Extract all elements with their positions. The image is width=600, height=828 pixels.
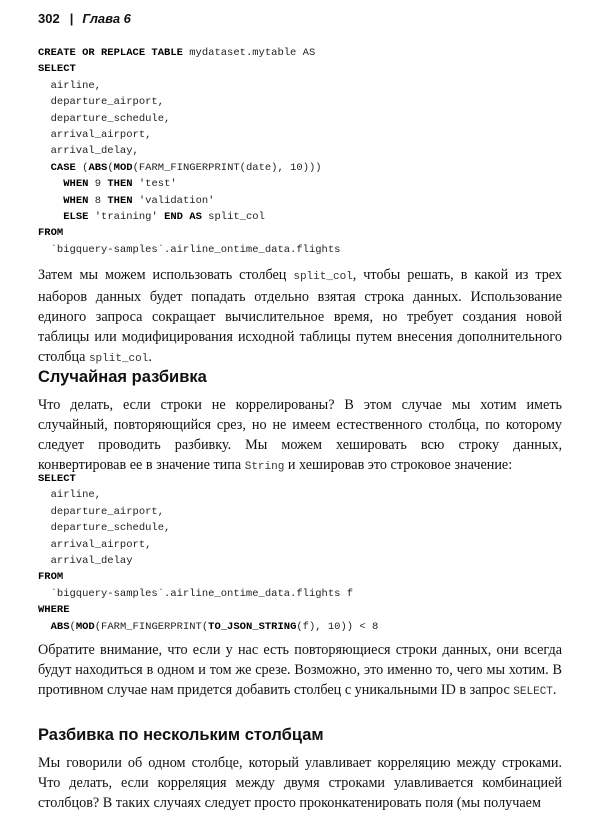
code-indent xyxy=(38,211,63,223)
inline-code: split_col xyxy=(293,271,353,283)
code-text: split_col xyxy=(201,210,265,223)
code-line: `bigquery-samples`.airline_ontime_data.flights f xyxy=(38,587,354,600)
code-text: (FARM_FINGERPRINT(date), 10))) xyxy=(132,161,322,174)
sql-keyword: CREATE OR REPLACE TABLE xyxy=(38,47,183,59)
code-text: ( xyxy=(107,161,114,174)
code-text: (FARM_FINGERPRINT( xyxy=(94,620,209,633)
paragraph-multi-column xyxy=(38,753,562,813)
text-run: . xyxy=(148,349,152,365)
code-text: (f), 10)) < 8 xyxy=(296,620,379,633)
paragraph-split-col xyxy=(38,265,562,369)
sql-keyword: THEN xyxy=(107,178,133,191)
sql-keyword: FROM xyxy=(38,227,64,240)
code-text: 'test' xyxy=(132,178,177,191)
sql-keyword: SELECT xyxy=(38,63,76,76)
code-line: departure_airport, xyxy=(38,505,165,518)
code-text: 8 xyxy=(88,194,108,207)
code-line xyxy=(38,193,340,209)
section-heading-multi-column-split: Разбивка по нескольким столбцам xyxy=(38,726,324,744)
code-line: arrival_airport, xyxy=(38,128,152,141)
code-line xyxy=(38,45,340,61)
code-line: arrival_delay, xyxy=(38,145,139,158)
code-line xyxy=(38,619,378,635)
code-text: 'training' xyxy=(88,210,165,223)
sql-keyword: WHEN xyxy=(63,194,89,207)
text-run: Мы говорили об одном столбце, который улавливает корреляцию между строками. Что делать, если корреляция между двумя строками улавливается комбинацией столбцов? В таких случаях следует просто проконкатенировать поля (мы получаем xyxy=(38,755,562,811)
code-line xyxy=(38,602,378,618)
text-run: Что делать, если строки не коррелированы? В этом случае мы хотим иметь случайный, повторяющийся срез, но не имеем естественного столбца, по которому следует проводить разбивку. Мы можем хешировать всю строку данных, конвертировав ее в значение типа xyxy=(38,397,562,473)
code-line xyxy=(38,225,340,241)
code-line xyxy=(38,569,378,585)
sql-keyword: CASE xyxy=(50,161,76,174)
sql-keyword: ABS xyxy=(50,620,70,633)
page-number: 302 xyxy=(38,11,60,26)
code-text: ( xyxy=(75,161,89,174)
code-block-create-table xyxy=(38,45,340,258)
code-line: airline, xyxy=(38,489,102,502)
inline-code: String xyxy=(244,461,285,473)
text-run: Обратите внимание, что если у нас есть повторяющиеся строки данных, они всегда будут находиться в одном и том же срезе. Возможно, это именно то, чего мы хотим. В противном случае нам придется добавить столбец с уникальными ID в запрос xyxy=(38,642,562,698)
code-line: departure_schedule, xyxy=(38,112,171,125)
code-indent xyxy=(38,195,63,207)
sql-keyword: MOD xyxy=(113,161,133,174)
code-indent xyxy=(38,621,51,633)
code-line: departure_airport, xyxy=(38,96,165,109)
code-text: 9 xyxy=(88,178,108,191)
inline-code: split_col xyxy=(88,353,149,365)
code-line xyxy=(38,471,378,487)
sql-keyword: ELSE xyxy=(63,210,89,223)
header-separator: | xyxy=(69,11,74,26)
paragraph-random-split xyxy=(38,395,562,477)
code-line: `bigquery-samples`.airline_ontime_data.flights xyxy=(38,243,341,256)
sql-keyword: WHEN xyxy=(63,178,89,191)
sql-keyword: WHERE xyxy=(38,604,70,617)
sql-keyword: MOD xyxy=(75,620,95,633)
inline-code: SELECT xyxy=(513,686,553,698)
page-header xyxy=(38,11,131,26)
code-line xyxy=(38,160,340,176)
sql-keyword: SELECT xyxy=(38,473,76,485)
code-text: ( xyxy=(69,620,76,633)
text-run: , чтобы решать, в какой из трех наборов данных будет попадать отдельно взятая строка данных. Использование единого запроса сокращает вычислительное время, но требует создания новой таблицы или модифицирования исходной таблицы путем внесения дополнительного столбца xyxy=(38,267,562,365)
code-text: mydataset.mytable AS xyxy=(182,47,316,59)
code-line xyxy=(38,209,340,225)
code-line xyxy=(38,61,340,77)
sql-keyword: FROM xyxy=(38,571,64,584)
code-line xyxy=(38,176,340,192)
code-block-select-hash xyxy=(38,471,378,635)
sql-keyword: END AS xyxy=(164,210,202,223)
section-heading-random-split: Случайная разбивка xyxy=(38,368,207,386)
text-run: . xyxy=(552,682,557,698)
text-run: и хешировав это строковое значение: xyxy=(284,457,513,473)
paragraph-duplicate-rows xyxy=(38,640,562,702)
sql-keyword: THEN xyxy=(107,194,133,207)
code-line: arrival_delay xyxy=(38,554,133,567)
sql-keyword: ABS xyxy=(88,161,108,174)
code-text: 'validation' xyxy=(132,194,215,207)
chapter-title: Глава 6 xyxy=(82,11,131,26)
code-indent xyxy=(38,178,63,190)
code-line: airline, xyxy=(38,79,102,92)
sql-keyword: TO_JSON_STRING xyxy=(208,620,297,633)
code-indent xyxy=(38,162,51,174)
text-run: Затем мы можем использовать столбец xyxy=(38,267,294,283)
code-line: arrival_airport, xyxy=(38,538,152,551)
code-line: departure_schedule, xyxy=(38,522,171,535)
